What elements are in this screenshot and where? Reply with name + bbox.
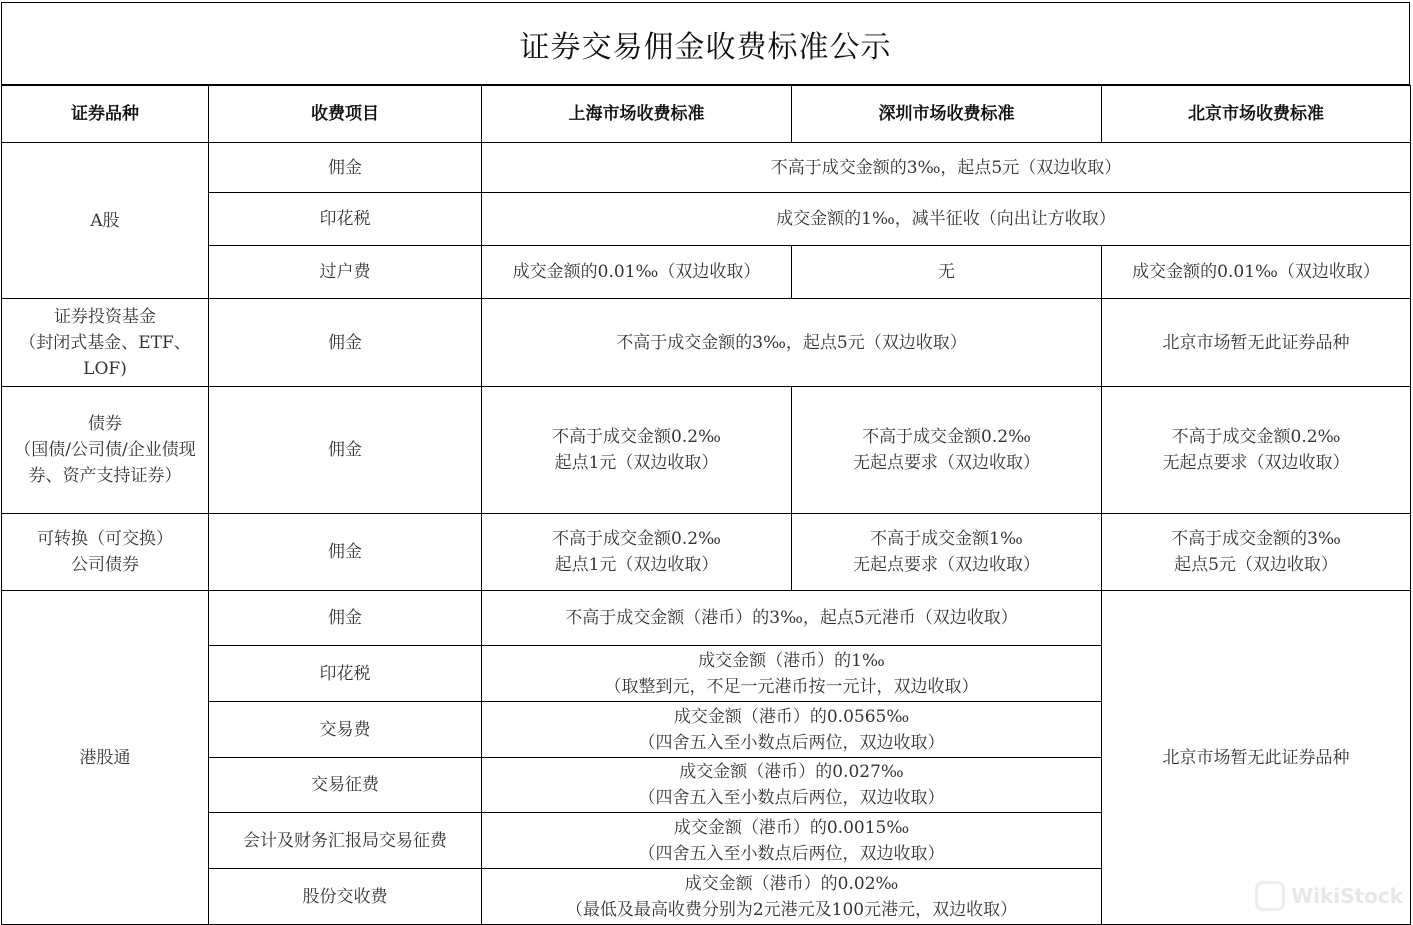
fee-item: 佣金: [209, 143, 482, 193]
table-row: [2, 387, 1411, 514]
cell-line: 无起点要求（双边收取）: [853, 453, 1040, 473]
fee-value-shanghai: [482, 387, 792, 514]
fee-item: 佣金: [209, 387, 482, 514]
cell-line: 不高于成交金额（港币）的3‰，起点5元港币（双边收取）: [565, 608, 1018, 628]
cell-line: 成交金额（港币）的0.02‰: [684, 873, 899, 894]
watermark: [1255, 881, 1403, 911]
security-bond: [2, 387, 209, 514]
cell-line: （四舍五入至小数点后两位，双边收取）: [638, 788, 945, 808]
fee-item: 佣金: [209, 514, 482, 591]
fee-item: 会计及财务汇报局交易征费: [209, 813, 482, 869]
cell-line: 起点1元（双边收取）: [554, 555, 719, 575]
table-row: [2, 591, 1411, 646]
cell-line: 不高于成交金额0.2‰: [552, 427, 721, 447]
cell-line: 成交金额（港币）的0.0015‰: [673, 817, 910, 838]
fee-value: [482, 758, 1102, 813]
watermark-text: WikiStock: [1291, 884, 1403, 908]
cell-line: 公司债券: [71, 555, 139, 575]
security-convertible: [2, 514, 209, 591]
fee-value-shanghai: 成交金额的0.01‰（双边收取）: [482, 246, 792, 299]
table-row: [2, 143, 1411, 193]
fee-item: 交易征费: [209, 758, 482, 813]
fee-item: 佣金: [209, 591, 482, 646]
fee-value-shenzhen: [792, 514, 1102, 591]
cell-line: 成交金额（港币）的1‰: [698, 650, 885, 671]
table-row: [2, 299, 1411, 387]
fee-value: [482, 646, 1102, 702]
cell-line: 无起点要求（双边收取）: [1162, 453, 1350, 473]
fee-value: 不高于成交金额的3‰，起点5元（双边收取）: [482, 299, 1102, 387]
cell-line: 起点5元（双边收取）: [1174, 555, 1338, 575]
table-row: [2, 514, 1411, 591]
fee-item: 印花税: [209, 646, 482, 702]
fee-item: 过户费: [209, 246, 482, 299]
header-security-type: 证券品种: [2, 86, 209, 143]
cell-line: LOF): [83, 358, 127, 379]
fee-value: 不高于成交金额的3‰，起点5元（双边收取）: [482, 143, 1411, 193]
header-shanghai: 上海市场收费标准: [482, 86, 792, 143]
fee-value: [482, 591, 1102, 646]
cell-line: 不高于成交金额0.2‰: [552, 529, 721, 549]
cell-line: 成交金额（港币）的0.027‰: [679, 762, 904, 782]
cell-line: 不高于成交金额0.2‰: [862, 427, 1031, 447]
fee-item: 交易费: [209, 702, 482, 758]
cell-line: 不高于成交金额1‰: [870, 529, 1023, 549]
cell-line: （四舍五入至小数点后两位，双边收取）: [638, 732, 945, 753]
cell-line: 不高于成交金额的3‰: [1171, 529, 1341, 549]
cell-line: 成交金额（港币）的0.0565‰: [673, 706, 910, 727]
fee-value: [482, 702, 1102, 758]
cell-line: （四舍五入至小数点后两位，双边收取）: [638, 843, 945, 864]
cell-line: （取整到元，不足一元港币按一元计，双边收取）: [604, 676, 979, 697]
table-row: [2, 193, 1411, 246]
wikistock-logo-icon: [1255, 881, 1285, 911]
security-a-share: A股: [2, 143, 209, 299]
fee-value-beijing: [1102, 514, 1411, 591]
fee-table: [1, 85, 1411, 925]
cell-line: 无起点要求（双边收取）: [853, 555, 1040, 575]
cell-line: 债券: [88, 414, 122, 434]
header-shenzhen: 深圳市场收费标准: [792, 86, 1102, 143]
fee-item: 佣金: [209, 299, 482, 387]
cell-line: 起点1元（双边收取）: [554, 453, 719, 473]
fee-value-shenzhen: 无: [792, 246, 1102, 299]
cell-line: （国债/公司债/企业债现: [14, 440, 196, 460]
header-beijing: 北京市场收费标准: [1102, 86, 1411, 143]
fee-value-beijing: 北京市场暂无此证券品种: [1102, 299, 1411, 387]
fee-value-beijing: 北京市场暂无此证券品种: [1102, 591, 1411, 925]
fee-item: 股份交收费: [209, 869, 482, 925]
cell-line: （封闭式基金、ETF、: [19, 332, 191, 353]
page-title: 证券交易佣金收费标准公示: [1, 2, 1410, 85]
fee-value: [482, 869, 1102, 925]
cell-line: 可转换（可交换）: [37, 529, 173, 549]
cell-line: 券、资产支持证券）: [28, 466, 182, 486]
header-fee-item: 收费项目: [209, 86, 482, 143]
cell-line: 证券投资基金: [54, 306, 156, 327]
fee-value-shanghai: [482, 514, 792, 591]
header-row: [2, 86, 1411, 143]
cell-line: （最低及最高收费分别为2元港元及100元港元，双边收取）: [565, 899, 1018, 920]
fee-schedule: [1, 2, 1410, 925]
fee-item: 印花税: [209, 193, 482, 246]
fee-value-beijing: [1102, 387, 1411, 514]
fee-value-shenzhen: [792, 387, 1102, 514]
cell-line: 不高于成交金额0.2‰: [1171, 427, 1341, 447]
fee-value: 成交金额的1‰，减半征收（向出让方收取）: [482, 193, 1411, 246]
fee-value: [482, 813, 1102, 869]
security-fund: [2, 299, 209, 387]
fee-value-beijing: 成交金额的0.01‰（双边收取）: [1102, 246, 1411, 299]
security-hk-connect: 港股通: [2, 591, 209, 925]
table-row: [2, 246, 1411, 299]
